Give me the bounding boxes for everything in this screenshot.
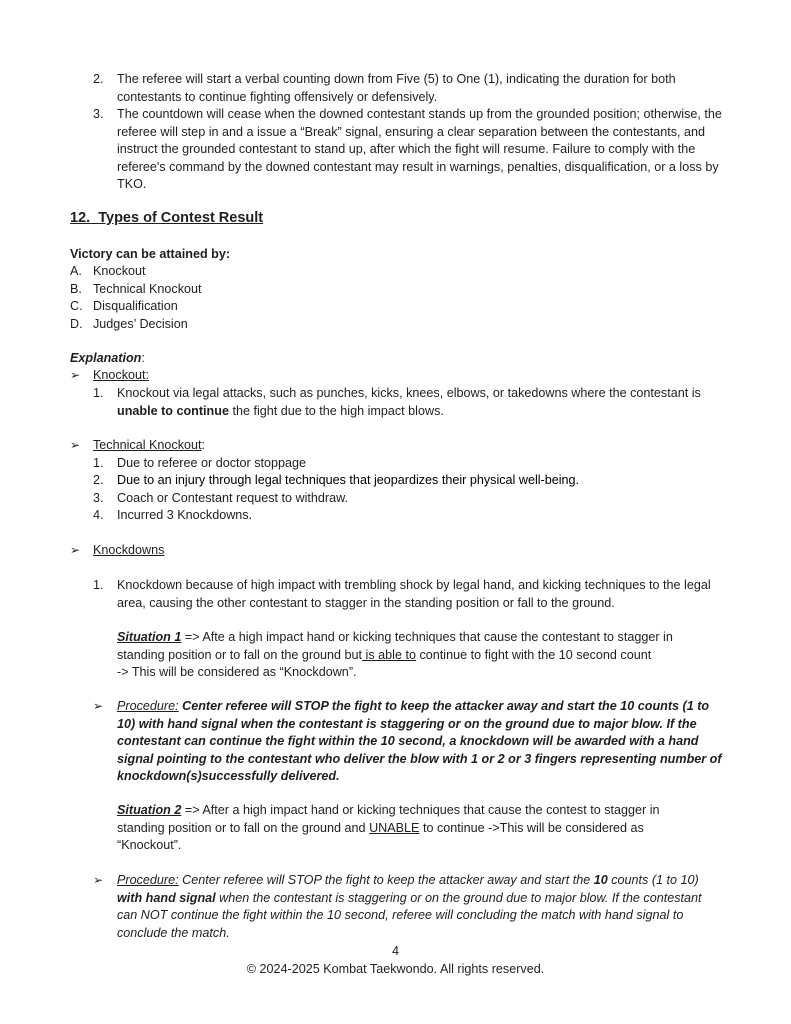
section-heading <box>70 210 263 228</box>
list-item-text: Incurred 3 Knockdowns. <box>117 508 253 522</box>
arrow-bullet-icon: ➢ <box>93 699 104 713</box>
list-letter: D. <box>70 317 83 331</box>
explanation-label: Explanation: <box>70 351 145 365</box>
situation-2: Situation 2 => After a high impact hand or kicking techniques that cause the contest to stagger in standing position or to fall on the ground and UNABLE to continue ->This will be considered as “Knockout”. <box>117 803 660 853</box>
list-item-text: Due to an injury through legal techniques that jeopardizes their physical well-being. <box>117 473 580 487</box>
knockout-heading: Knockout: <box>93 368 150 382</box>
list-number: 1. <box>93 456 104 470</box>
list-item-text: Coach or Contestant request to withdraw. <box>117 491 349 505</box>
list-number: 3. <box>93 491 104 505</box>
list-number: 4. <box>93 508 104 522</box>
list-letter: A. <box>70 264 82 278</box>
arrow-bullet-icon: ➢ <box>70 438 81 452</box>
list-letter: B. <box>70 282 82 296</box>
knockdowns-text: Knockdown because of high impact with trembling shock by legal hand, and kicking techniques to the legal area, causing the other contestant to stagger in the standing position or fall to the ground. <box>117 578 711 610</box>
situation-1: Situation 1 => Afte a high impact hand or kicking techniques that cause the contestant to stagger in standing position or to fall on the ground but is able to continue to fight with the 10 second count -> This will be considered as “Knockdown”. <box>117 630 673 680</box>
procedure-1: Procedure: Center referee will STOP the fight to keep the attacker away and start the 10 counts (1 to 10) with hand signal when the contestant is staggering or on the ground due to major blow. If the contestant can continue the fight within the 10 second, a knockdown will be awarded with a hand signal pointing to the contestant who deliver the blow with 1 or 2 or 3 fingers representing number of knockdown(s)successfully delivered. <box>117 699 722 784</box>
list-number: 1. <box>93 578 104 592</box>
list-item-text: Due to referee or doctor stoppage <box>117 456 307 470</box>
victory-heading: Victory can be attained by: <box>70 247 231 261</box>
list-item-text: Technical Knockout <box>93 282 202 296</box>
list-item-text: Disqualification <box>93 299 178 313</box>
list-number: 3. <box>93 107 104 121</box>
list-item-text: The referee will start a verbal counting down from Five (5) to One (1), indicating the duration for both contestants to continue fighting offensively or defensively. <box>117 72 676 104</box>
section-title: Types of Contest Result <box>98 210 264 226</box>
list-number: 2. <box>93 72 104 86</box>
tko-heading: Technical Knockout: <box>93 438 206 452</box>
knockdowns-heading: Knockdowns <box>93 543 165 557</box>
arrow-bullet-icon: ➢ <box>70 543 81 557</box>
section-number: 12. <box>70 210 91 226</box>
list-number: 2. <box>93 473 104 487</box>
list-item-text: Knockout <box>93 264 146 278</box>
list-item-text: Judges’ Decision <box>93 317 188 331</box>
copyright-footer: © 2024-2025 Kombat Taekwondo. All rights reserved. <box>246 962 545 976</box>
list-item-text: The countdown will cease when the downed contestant stands up from the grounded position; otherwise, the referee will step in and a issue a “Break” signal, ensuring a clear separation between the contestants, and instruct the grounded contestant to stand up, after which the fight will resume. Failure to comply with the referee's command by the downed contestant may result in warnings, penalties, disqualification, or a loss by TKO. <box>117 107 722 192</box>
page-number: 4 <box>391 944 399 958</box>
list-letter: C. <box>70 299 83 313</box>
list-number: 1. <box>93 386 104 400</box>
arrow-bullet-icon: ➢ <box>93 873 104 887</box>
procedure-2: Procedure: Center referee will STOP the fight to keep the attacker away and start the 10 counts (1 to 10) with hand signal when the contestant is staggering or on the ground due to major blow. If the contestant can NOT continue the fight within the 10 second, referee will concluding the match with hand signal to conclude the match. <box>117 873 702 940</box>
arrow-bullet-icon: ➢ <box>70 368 81 382</box>
knockout-text: Knockout via legal attacks, such as punches, kicks, knees, elbows, or takedowns where the contestant is unable to continue the fight due to the high impact blows. <box>117 386 701 418</box>
